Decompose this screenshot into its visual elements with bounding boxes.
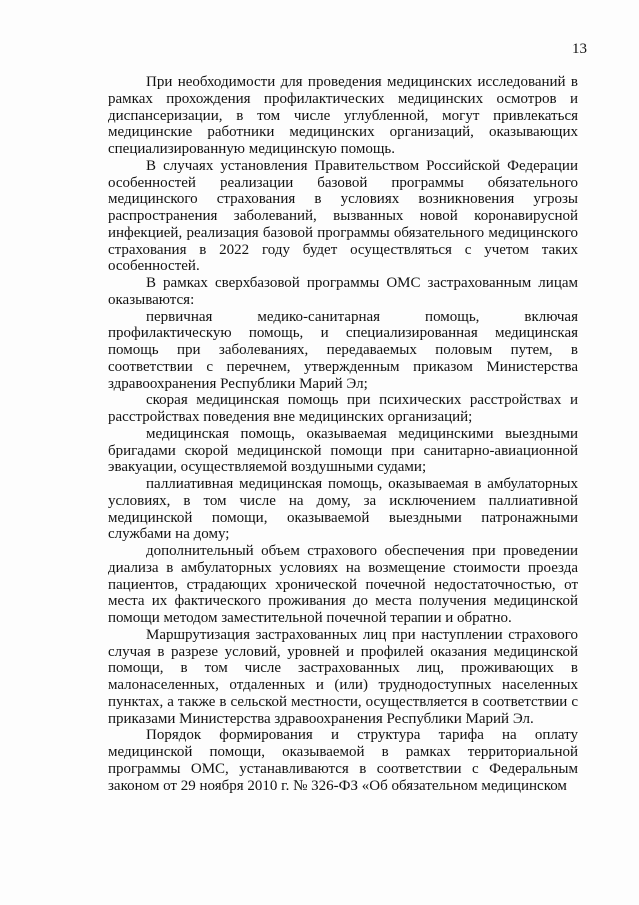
list-item-air-evacuation: медицинская помощь, оказываемая медицинскими выездными бригадами скорой медицинской помощи при санитарно-авиационной эвакуации, осуществляемой воздушными судами;	[108, 425, 578, 476]
list-item-psychiatric-ambulance: скорая медицинская помощь при психических расстройствах и расстройствах поведения вне медицинских организаций;	[108, 392, 578, 425]
document-body	[108, 74, 578, 794]
paragraph-routing: Маршрутизация застрахованных лиц при наступлении страхового случая в разрезе условий, уровней и профилей оказания медицинской помощи, в том числе застрахованных лиц, проживающих в малонаселенных, отдаленных и (или) труднодоступных населенных пунктах, а также в сельской местности, осуществляется в соответствии с приказами Министерства здравоохранения Республики Марий Эл.	[108, 626, 578, 727]
list-item-dialysis-transport: дополнительный объем страхового обеспечения при проведении диализа в амбулаторных условиях на возмещение стоимости проезда пациентов, страдающих хронической почечной недостаточностью, от места их фактического проживания до места получения медицинской помощи методом заместительной почечной терапии и обратно.	[108, 543, 578, 626]
page-number: 13	[572, 41, 587, 57]
list-item-primary-care: первичная медико-санитарная помощь, включая профилактическую помощь, и специализированная медицинская помощь при заболеваниях, передаваемых половым путем, в соответствии с перечнем, утвержденным приказом Министерства здравоохранения Республики Марий Эл;	[108, 308, 578, 392]
paragraph-tariff: Порядок формирования и структура тарифа на оплату медицинской помощи, оказываемой в рамках территориальной программы ОМС, устанавливаются в соответствии с Федеральным законом от 29 ноября 2010 г. № 326-ФЗ «Об обязательном медицинском	[108, 727, 578, 794]
list-item-palliative-care: паллиативная медицинская помощь, оказываемая в амбулаторных условиях, в том числе на дому, за исключением паллиативной медицинской помощи, оказываемой выездными патронажными службами на дому;	[108, 476, 578, 543]
paragraph-research-staff: При необходимости для проведения медицинских исследований в рамках прохождения профилактических медицинских осмотров и диспансеризации, в том числе углубленной, могут привлекаться медицинские работники медицинских организаций, оказывающих специализированную медицинскую помощь.	[108, 74, 578, 157]
paragraph-covid-features: В случаях установления Правительством Российской Федерации особенностей реализации базовой программы обязательного медицинского страхования в условиях возникновения угрозы распространения заболеваний, вызванных новой коронавирусной инфекцией, реализация базовой программы обязательного медицинского страхования в 2022 году будет осуществляться с учетом таких особенностей.	[108, 157, 578, 275]
paragraph-extra-program-intro: В рамках сверхбазовой программы ОМС застрахованным лицам оказываются:	[108, 275, 578, 308]
